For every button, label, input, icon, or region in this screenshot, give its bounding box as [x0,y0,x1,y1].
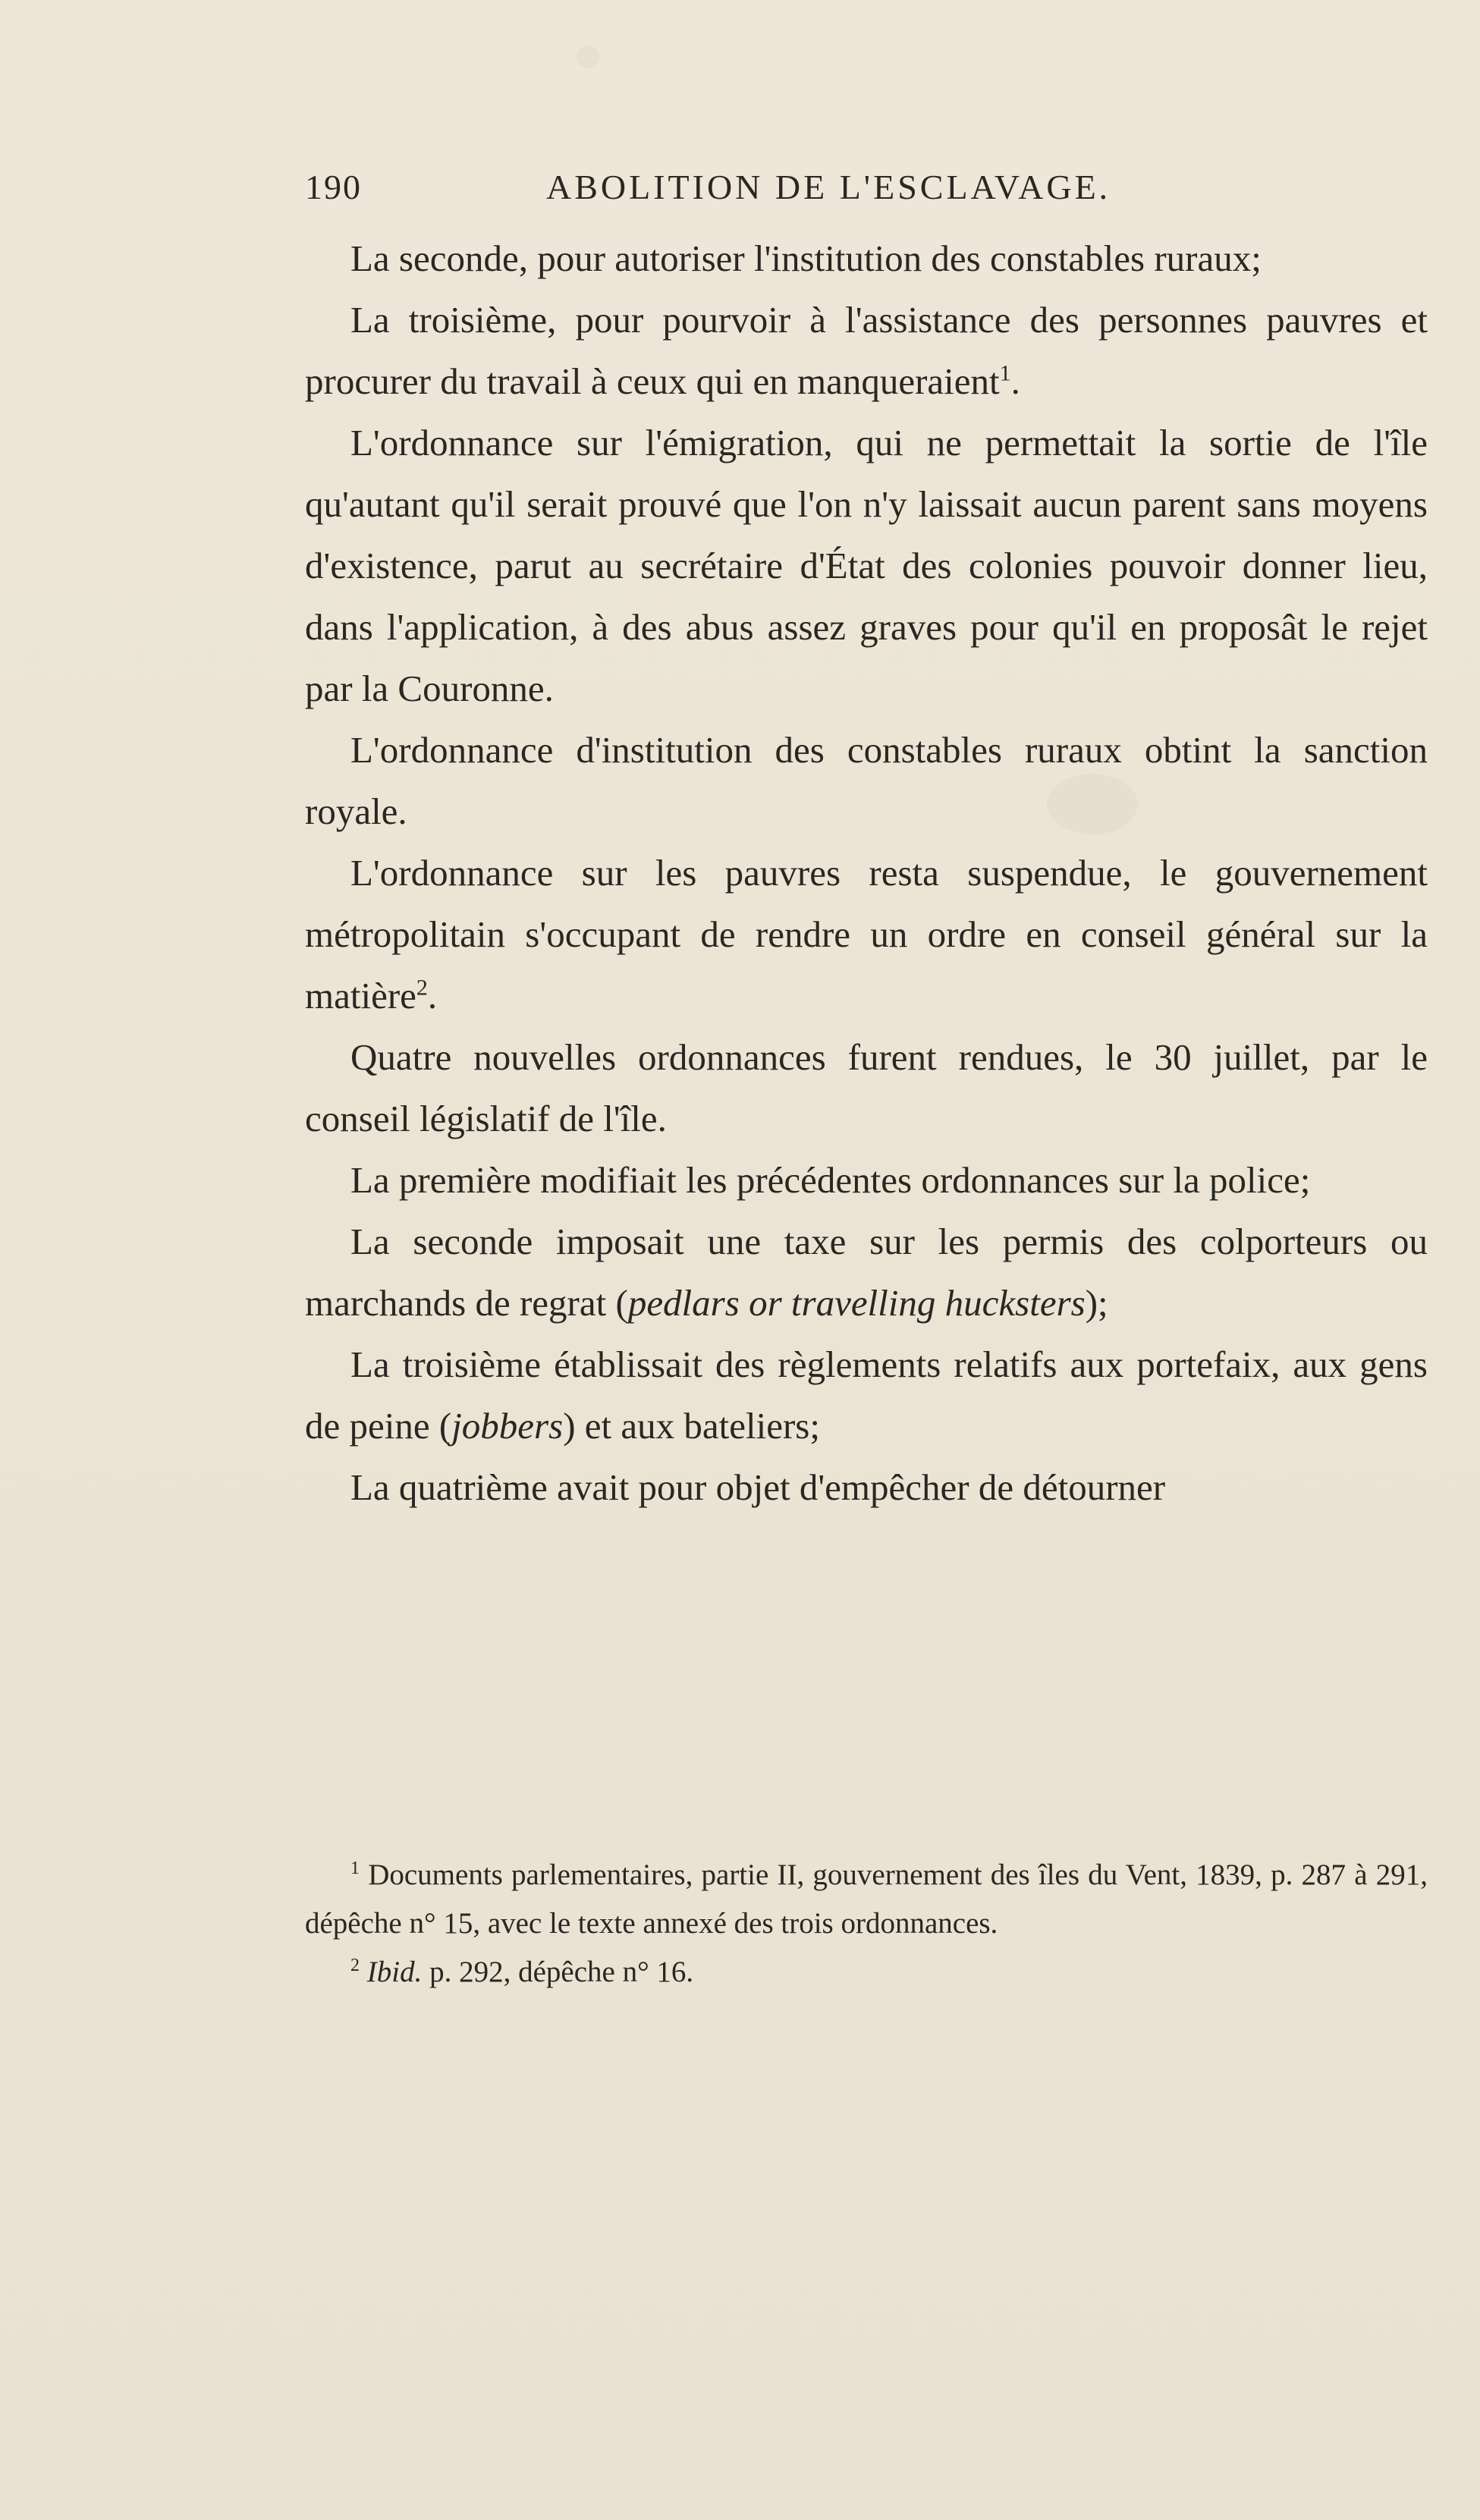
paragraph-text-end: ); [1085,1282,1108,1324]
paper-stain [577,46,599,68]
paragraph [305,289,1428,412]
paragraph [305,1334,1428,1456]
footnote-mark: 2 [350,1956,360,1975]
footnote [305,1851,1428,1948]
footnote-italic: Ibid. [366,1956,423,1988]
italic-term: jobbers [451,1405,564,1447]
paragraph [305,228,1428,289]
footnote-reference: 2 [416,975,428,1001]
footnote [305,1948,1428,1997]
footnote-text: Documents parlementaires, partie II, gouvernement des îles du Vent, 1839, p. 287 à 291, dépêche n° 15, avec le texte annexé des trois ordonnances. [305,1859,1428,1940]
paragraph-text: La quatrième avait pour objet d'empêcher de détourner [350,1466,1166,1508]
page-header [305,167,1428,212]
paragraph [305,1149,1428,1211]
paragraph-text-end: . [427,975,438,1016]
paragraph [305,719,1428,842]
running-title: ABOLITION DE L'ESCLAVAGE. [546,168,1111,206]
paragraph-text: L'ordonnance sur les pauvres resta suspendue, le gouvernement métropolitain s'occupant de rendre un ordre en conseil général sur la matière [305,852,1428,1016]
paragraph-text-end: ) et aux bateliers; [563,1405,820,1447]
paragraph-text: L'ordonnance sur l'émigration, qui ne permettait la sortie de l'île qu'autant qu'il serait prouvé que l'on n'y laissait aucun parent sans moyens d'existence, parut au secrétaire d'État des colonies pouvoir donner lieu, dans l'application, à des abus assez graves pour qu'il en proposât le rejet par la Couronne. [305,422,1428,709]
footnote-reference: 1 [999,360,1011,386]
paragraph [305,1026,1428,1149]
paragraph [305,842,1428,1026]
paragraph-text: Quatre nouvelles ordonnances furent rendues, le 30 juillet, par le conseil législatif de l'île. [305,1036,1428,1139]
paragraph-text: L'ordonnance d'institution des constables ruraux obtint la sanction royale. [305,729,1428,832]
footnote-text: p. 292, dépêche n° 16. [422,1956,694,1988]
footnote-mark: 1 [350,1859,360,1878]
paragraph-text-end: . [1010,360,1020,402]
paragraph [305,1211,1428,1334]
paragraph-text: La troisième établissait des règlements relatifs aux portefaix, aux gens de peine ( [305,1343,1428,1447]
italic-term: pedlars or travelling hucksters [627,1282,1086,1324]
main-text [305,228,1428,1518]
paragraph-text: La troisième, pour pourvoir à l'assistance des personnes pauvres et procurer du travail à ceux qui en manqueraient [305,299,1428,402]
page-number: 190 [305,168,362,206]
paragraph [305,412,1428,719]
paragraph-text: La seconde, pour autoriser l'institution des constables ruraux; [350,237,1262,279]
paragraph [305,1456,1428,1518]
paragraph-text: La seconde imposait une taxe sur les permis des colporteurs ou marchands de regrat ( [305,1221,1428,1324]
paragraph-text: La première modifiait les précédentes ordonnances sur la police; [350,1159,1311,1201]
footnotes [305,1851,1428,1997]
